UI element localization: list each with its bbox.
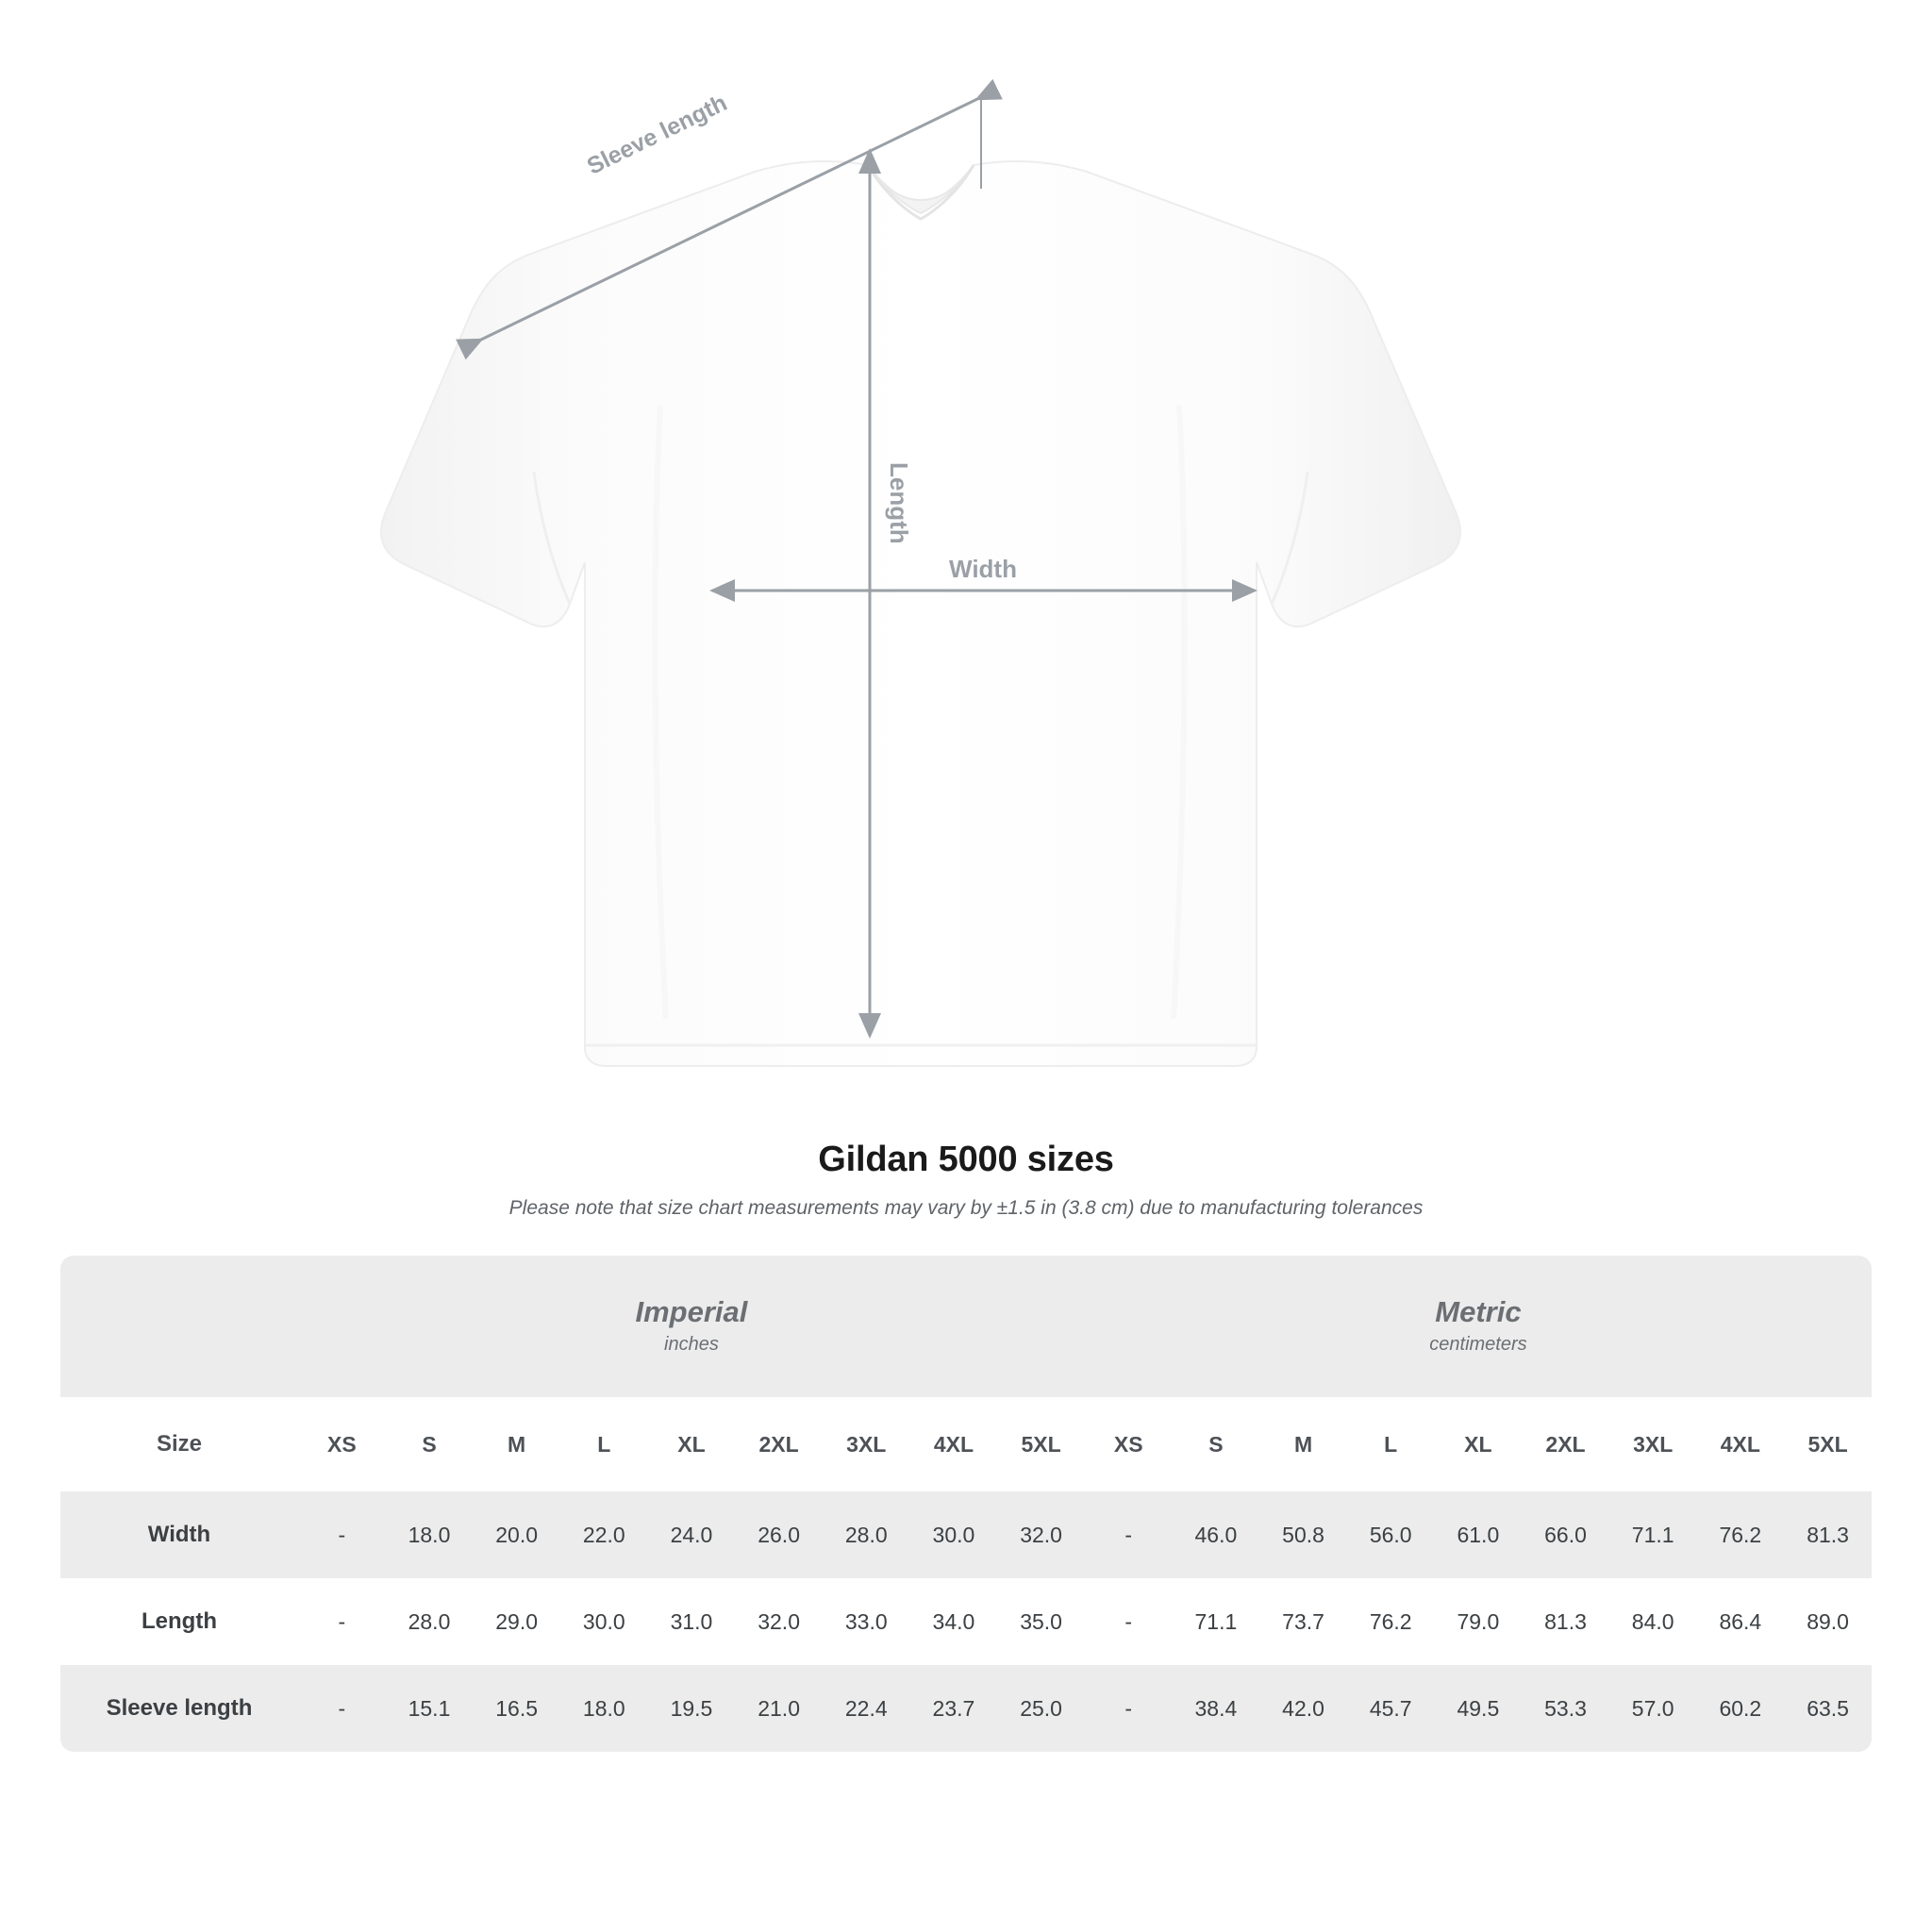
size-header-imperial-xs: XS — [298, 1397, 386, 1491]
tshirt-shape — [381, 161, 1460, 1066]
cell-length-metric-4xl: 86.4 — [1719, 1608, 1762, 1634]
size-header-metric-5xl: 5XL — [1784, 1397, 1872, 1491]
size-table — [60, 1256, 1872, 1752]
cell-sleeve-metric-l: 45.7 — [1347, 1665, 1435, 1752]
cell-sleeve-metric-xl: 49.5 — [1435, 1665, 1523, 1752]
cell-length-imperial-2xl: 32.0 — [758, 1608, 800, 1634]
size-header-imperial-5xl: 5XL — [997, 1397, 1085, 1491]
cell-width-metric-s: 46.0 — [1173, 1491, 1260, 1578]
row-label-width: Width — [60, 1491, 298, 1578]
cell-width-imperial-xl: 24.0 — [648, 1491, 736, 1578]
cell-width-metric-5xl: 81.3 — [1784, 1491, 1872, 1578]
size-header-metric-xs: XS — [1085, 1397, 1173, 1491]
size-header-imperial-l: L — [560, 1397, 648, 1491]
table-row-sleeve-length — [60, 1665, 1872, 1752]
cell-width-imperial-m: 20.0 — [473, 1491, 560, 1578]
cell-sleeve-metric-s: 38.4 — [1173, 1665, 1260, 1752]
cell-sleeve-metric-m: 42.0 — [1259, 1665, 1347, 1752]
cell-length-metric-xl: 79.0 — [1457, 1608, 1500, 1634]
cell-sleeve-imperial-2xl: 21.0 — [735, 1665, 823, 1752]
cell-sleeve-imperial-l: 18.0 — [560, 1665, 648, 1752]
cell-sleeve-metric-xs: - — [1085, 1665, 1173, 1752]
size-header-imperial-s: S — [386, 1397, 474, 1491]
row-label-sleeve-length: Sleeve length — [60, 1665, 298, 1752]
table-row-length — [60, 1578, 1872, 1665]
size-header-metric-xl: XL — [1435, 1397, 1523, 1491]
cell-sleeve-imperial-xl: 19.5 — [648, 1665, 736, 1752]
system-unit-imperial: inches — [664, 1334, 719, 1356]
cell-length-metric-xs: - — [1124, 1608, 1133, 1634]
size-header-metric-4xl: 4XL — [1697, 1397, 1785, 1491]
cell-width-metric-3xl: 71.1 — [1609, 1491, 1697, 1578]
size-header-row — [60, 1397, 1872, 1491]
cell-sleeve-imperial-s: 15.1 — [386, 1665, 474, 1752]
cell-sleeve-metric-5xl: 63.5 — [1784, 1665, 1872, 1752]
cell-length-metric-l: 76.2 — [1369, 1608, 1412, 1634]
cell-sleeve-metric-4xl: 60.2 — [1697, 1665, 1785, 1752]
size-header-metric-3xl: 3XL — [1609, 1397, 1697, 1491]
cell-width-metric-m: 50.8 — [1259, 1491, 1347, 1578]
cell-width-imperial-xs: - — [298, 1491, 386, 1578]
system-unit-metric: centimeters — [1429, 1334, 1527, 1356]
cell-length-metric-m: 73.7 — [1282, 1608, 1324, 1634]
cell-length-imperial-m: 29.0 — [495, 1608, 539, 1634]
cell-sleeve-metric-2xl: 53.3 — [1522, 1665, 1609, 1752]
size-header-imperial-3xl: 3XL — [823, 1397, 910, 1491]
size-header-metric-l: L — [1347, 1397, 1435, 1491]
cell-sleeve-imperial-3xl: 22.4 — [823, 1665, 910, 1752]
sleeve-length-label: Sleeve length — [582, 89, 732, 180]
system-header-spacer — [60, 1256, 298, 1397]
cell-length-metric-2xl: 81.3 — [1544, 1608, 1587, 1634]
length-label: Length — [885, 462, 913, 544]
cell-sleeve-imperial-xs: - — [298, 1665, 386, 1752]
cell-sleeve-imperial-m: 16.5 — [473, 1665, 560, 1752]
width-label: Width — [949, 555, 1017, 583]
cell-length-imperial-5xl: 35.0 — [1020, 1608, 1062, 1634]
size-header-metric-s: S — [1173, 1397, 1260, 1491]
cell-length-imperial-xl: 31.0 — [670, 1608, 713, 1634]
cell-width-metric-l: 56.0 — [1347, 1491, 1435, 1578]
size-header-imperial-xl: XL — [648, 1397, 736, 1491]
system-header-row — [60, 1256, 1872, 1397]
size-header-label: Size — [60, 1397, 298, 1491]
cell-width-imperial-5xl: 32.0 — [997, 1491, 1085, 1578]
cell-width-metric-2xl: 66.0 — [1522, 1491, 1609, 1578]
size-header-metric-m: M — [1259, 1397, 1347, 1491]
size-header-metric-2xl: 2XL — [1522, 1397, 1609, 1491]
cell-length-imperial-xs: - — [338, 1608, 346, 1634]
cell-length-imperial-3xl: 33.0 — [844, 1608, 888, 1634]
cell-length-imperial-4xl: 34.0 — [932, 1608, 975, 1634]
cell-sleeve-metric-3xl: 57.0 — [1609, 1665, 1697, 1752]
system-header-imperial — [298, 1256, 1085, 1397]
cell-width-metric-4xl: 76.2 — [1697, 1491, 1785, 1578]
cell-width-imperial-4xl: 30.0 — [910, 1491, 998, 1578]
cell-width-imperial-l: 22.0 — [560, 1491, 648, 1578]
cell-length-metric-3xl: 84.0 — [1631, 1608, 1674, 1634]
size-header-imperial-m: M — [473, 1397, 560, 1491]
tolerance-note: Please note that size chart measurements may vary by ±1.5 in (3.8 cm) due to manufacturing tolerances — [508, 1197, 1424, 1219]
cell-length-metric-s: 71.1 — [1194, 1608, 1238, 1634]
cell-sleeve-imperial-5xl: 25.0 — [997, 1665, 1085, 1752]
table-row-width — [60, 1491, 1872, 1578]
system-name-metric: Metric — [1435, 1294, 1522, 1328]
size-header-imperial-4xl: 4XL — [910, 1397, 998, 1491]
size-table-wrap — [60, 1256, 1872, 1752]
cell-width-metric-xs: - — [1085, 1491, 1173, 1578]
cell-sleeve-imperial-4xl: 23.7 — [910, 1665, 998, 1752]
cell-width-imperial-2xl: 26.0 — [735, 1491, 823, 1578]
cell-width-metric-xl: 61.0 — [1435, 1491, 1523, 1578]
row-label-length: Length — [142, 1608, 217, 1634]
size-header-imperial-2xl: 2XL — [735, 1397, 823, 1491]
system-name-imperial: Imperial — [635, 1294, 748, 1328]
cell-width-imperial-s: 18.0 — [386, 1491, 474, 1578]
cell-length-metric-5xl: 89.0 — [1807, 1608, 1849, 1634]
page-title: Gildan 5000 sizes — [818, 1140, 1114, 1179]
system-header-metric — [1085, 1256, 1872, 1397]
cell-width-imperial-3xl: 28.0 — [823, 1491, 910, 1578]
cell-length-imperial-l: 30.0 — [582, 1608, 625, 1634]
cell-length-imperial-s: 28.0 — [408, 1608, 451, 1634]
